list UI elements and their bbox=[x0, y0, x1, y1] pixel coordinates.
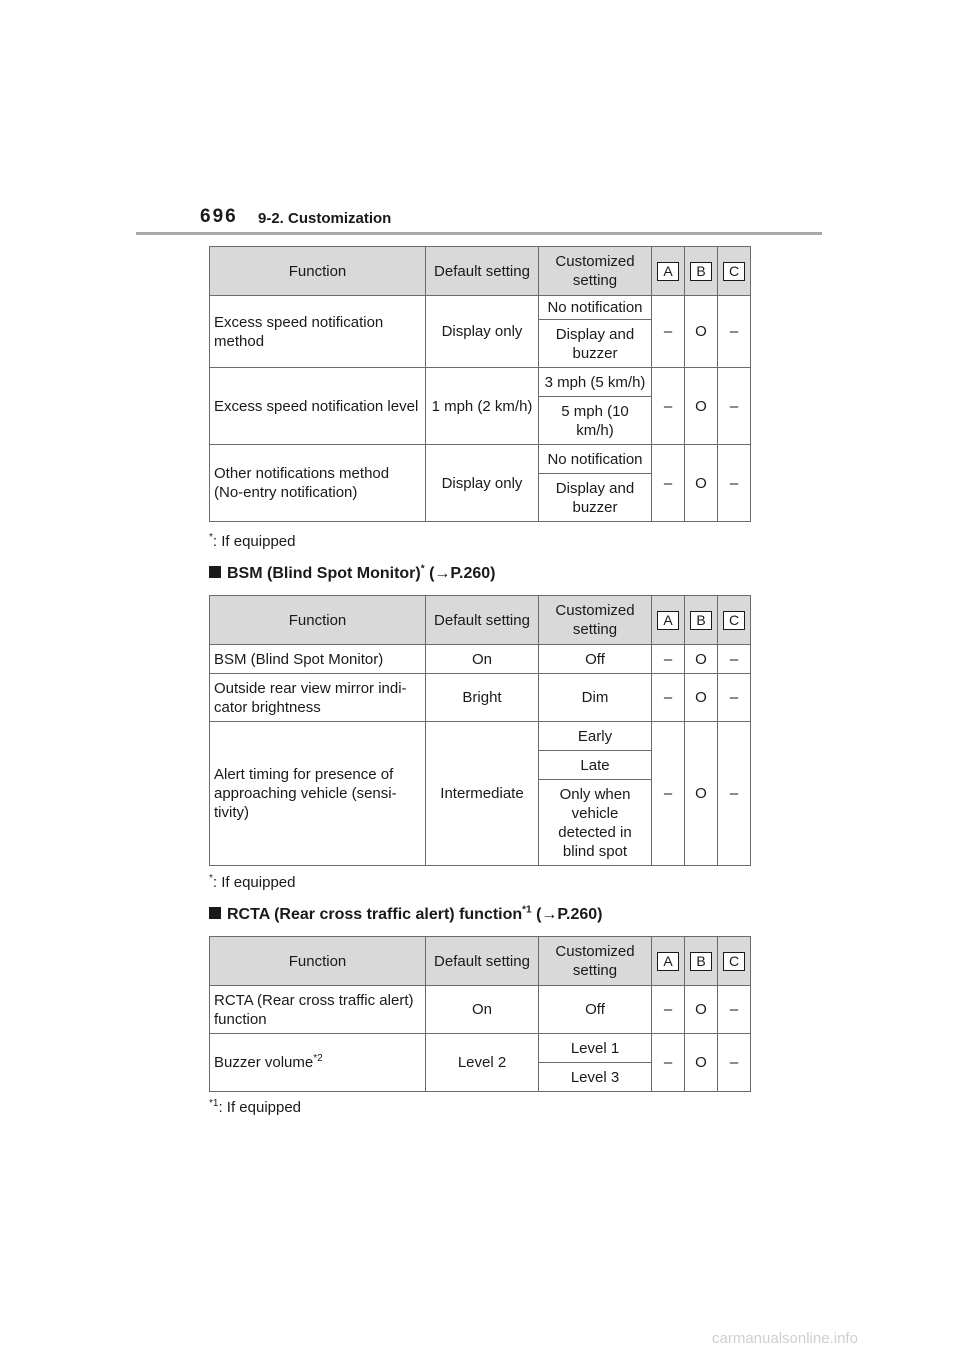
custom-cell: Level 1 bbox=[539, 1034, 652, 1063]
default-setting-header: Default setting bbox=[426, 596, 539, 645]
bsm-heading-mark: * bbox=[420, 563, 425, 575]
custom-cell: Dim bbox=[539, 674, 652, 722]
default-setting-header: Default setting bbox=[426, 247, 539, 296]
section-title: 9-2. Customization bbox=[258, 210, 392, 227]
a-icon: A bbox=[657, 952, 679, 971]
bsm-heading-text: BSM (Blind Spot Monitor) bbox=[227, 565, 421, 582]
watermark: carmanualsonline.info bbox=[712, 1330, 858, 1347]
function-header: Function bbox=[210, 596, 426, 645]
function-cell: Other notifications method (No-entry notification) bbox=[210, 445, 426, 522]
custom-cell: 3 mph (5 km/h) bbox=[539, 368, 652, 397]
rcta-heading-mark: *1 bbox=[522, 904, 532, 916]
footnote-mark: * bbox=[209, 873, 213, 884]
square-bullet-icon bbox=[209, 907, 221, 919]
b-cell: O bbox=[685, 674, 718, 722]
function-cell: Alert timing for presence of approaching vehicle (sensi- tivity) bbox=[210, 722, 426, 866]
function-cell: Excess speed notification method bbox=[210, 296, 426, 368]
function-cell: RCTA (Rear cross traffic alert) function bbox=[210, 986, 426, 1034]
function-cell: Outside rear view mirror indi- cator brightness bbox=[210, 674, 426, 722]
custom-cell: Only when vehicle detected in blind spot bbox=[539, 780, 652, 866]
default-cell: Intermediate bbox=[426, 722, 539, 866]
b-cell: O bbox=[685, 722, 718, 866]
custom-cell: Early bbox=[539, 722, 652, 751]
a-cell: – bbox=[652, 986, 685, 1034]
default-setting-header: Default setting bbox=[426, 937, 539, 986]
a-icon: A bbox=[657, 262, 679, 281]
a-icon: A bbox=[657, 611, 679, 630]
footnote bbox=[209, 1099, 301, 1116]
c-cell: – bbox=[718, 722, 751, 866]
rcta-heading-text: RCTA (Rear cross traffic alert) function bbox=[227, 906, 523, 923]
table-row bbox=[210, 674, 751, 722]
rcta-heading bbox=[209, 906, 602, 924]
c-cell: – bbox=[718, 674, 751, 722]
footnote-mark: *1 bbox=[209, 1098, 219, 1109]
table-row bbox=[210, 645, 751, 674]
function-cell: Excess speed notification level bbox=[210, 368, 426, 445]
default-cell: Display only bbox=[426, 296, 539, 368]
table-row bbox=[210, 1034, 751, 1063]
default-cell: Display only bbox=[426, 445, 539, 522]
footnote bbox=[209, 533, 295, 550]
a-cell: – bbox=[652, 296, 685, 368]
b-cell: O bbox=[685, 296, 718, 368]
page-number: 696 bbox=[200, 206, 238, 227]
b-icon: B bbox=[690, 611, 712, 630]
customized-setting-header: Customized setting bbox=[539, 247, 652, 296]
a-cell: – bbox=[652, 1034, 685, 1092]
custom-cell: Level 3 bbox=[539, 1063, 652, 1092]
footnote bbox=[209, 874, 295, 891]
table-row bbox=[210, 986, 751, 1034]
notification-settings-table bbox=[209, 246, 751, 522]
rcta-settings-table bbox=[209, 936, 751, 1092]
header-rule bbox=[136, 232, 822, 235]
b-cell: O bbox=[685, 645, 718, 674]
b-cell: O bbox=[685, 368, 718, 445]
b-icon: B bbox=[690, 952, 712, 971]
table-row bbox=[210, 722, 751, 751]
c-icon: C bbox=[723, 952, 745, 971]
c-cell: – bbox=[718, 445, 751, 522]
rcta-page-ref: (→P.260) bbox=[536, 906, 603, 923]
custom-cell: No notification bbox=[539, 296, 652, 320]
function-text: Buzzer volume bbox=[214, 1054, 314, 1071]
bsm-page-ref: (→P.260) bbox=[429, 565, 496, 582]
custom-cell: No notification bbox=[539, 445, 652, 474]
function-header: Function bbox=[210, 937, 426, 986]
default-cell: Bright bbox=[426, 674, 539, 722]
bsm-heading bbox=[209, 565, 496, 583]
customized-setting-header: Customized setting bbox=[539, 596, 652, 645]
footnote-mark: * bbox=[209, 532, 213, 543]
a-cell: – bbox=[652, 368, 685, 445]
a-cell: – bbox=[652, 722, 685, 866]
custom-cell: Display and buzzer bbox=[539, 320, 652, 368]
table-header-row bbox=[210, 937, 751, 986]
a-cell: – bbox=[652, 645, 685, 674]
b-cell: O bbox=[685, 445, 718, 522]
c-icon: C bbox=[723, 611, 745, 630]
b-cell: O bbox=[685, 1034, 718, 1092]
c-cell: – bbox=[718, 296, 751, 368]
c-cell: – bbox=[718, 368, 751, 445]
table-header-row bbox=[210, 247, 751, 296]
default-cell: On bbox=[426, 986, 539, 1034]
a-cell: – bbox=[652, 674, 685, 722]
c-cell: – bbox=[718, 986, 751, 1034]
square-bullet-icon bbox=[209, 566, 221, 578]
custom-cell: Display and buzzer bbox=[539, 474, 652, 522]
table-row bbox=[210, 296, 751, 320]
custom-cell: Off bbox=[539, 645, 652, 674]
b-icon: B bbox=[690, 262, 712, 281]
c-cell: – bbox=[718, 645, 751, 674]
default-cell: 1 mph (2 km/h) bbox=[426, 368, 539, 445]
function-mark: *2 bbox=[313, 1053, 323, 1064]
a-cell: – bbox=[652, 445, 685, 522]
default-cell: Level 2 bbox=[426, 1034, 539, 1092]
table-header-row bbox=[210, 596, 751, 645]
custom-cell: Late bbox=[539, 751, 652, 780]
c-icon: C bbox=[723, 262, 745, 281]
custom-cell: Off bbox=[539, 986, 652, 1034]
footnote-text: : If equipped bbox=[212, 874, 296, 891]
function-cell: BSM (Blind Spot Monitor) bbox=[210, 645, 426, 674]
footnote-text: : If equipped bbox=[218, 1099, 302, 1116]
customized-setting-header: Customized setting bbox=[539, 937, 652, 986]
custom-cell: 5 mph (10 km/h) bbox=[539, 397, 652, 445]
footnote-text: : If equipped bbox=[212, 533, 296, 550]
page-header bbox=[200, 206, 830, 232]
function-header: Function bbox=[210, 247, 426, 296]
table-row bbox=[210, 368, 751, 397]
table-row bbox=[210, 445, 751, 474]
function-cell bbox=[210, 1034, 426, 1092]
b-cell: O bbox=[685, 986, 718, 1034]
bsm-settings-table bbox=[209, 595, 751, 866]
c-cell: – bbox=[718, 1034, 751, 1092]
default-cell: On bbox=[426, 645, 539, 674]
